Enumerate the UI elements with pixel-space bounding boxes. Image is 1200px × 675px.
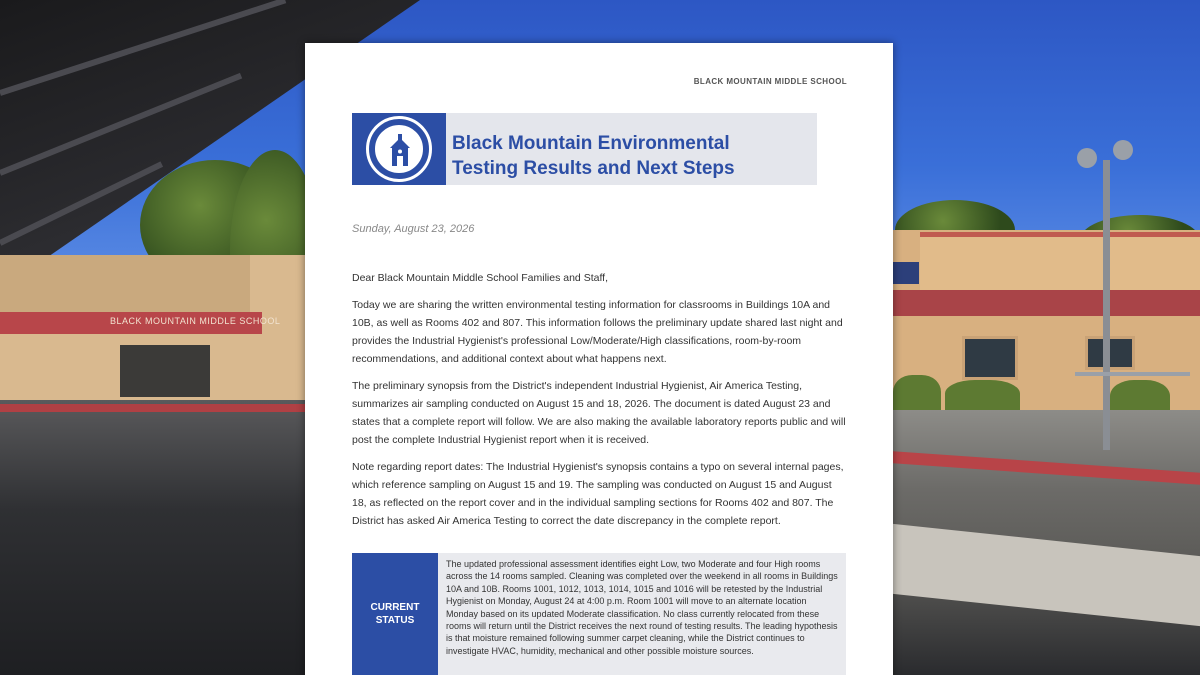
status-label-box [352, 553, 438, 675]
seal-inner [375, 125, 423, 173]
left-curb [0, 404, 310, 412]
shrub [945, 380, 1020, 414]
right-building-band [893, 290, 1200, 316]
greeting: Dear Black Mountain Middle School Families and Staff, [352, 272, 609, 284]
lamp-post [1103, 160, 1110, 450]
document-body [352, 269, 848, 539]
paragraph: Today we are sharing the written environmental testing information for classrooms in Buildings 10A and 10B, as well as Rooms 402 and 807. This information follows the preliminary update shared last night and provides the Industrial Hygienist's professional Low/Moderate/High classifications, room-by-room recommendations, and additional context about what happens next. [352, 299, 843, 365]
document-header-school: BLACK MOUNTAIN MIDDLE SCHOOL [693, 77, 847, 86]
lamp-head [1077, 148, 1097, 168]
right-building-upper [920, 232, 1200, 294]
left-building-entrance [120, 345, 210, 397]
title-line-2: Testing Results and Next Steps [452, 158, 735, 179]
paragraph: Note regarding report dates: The Industrial Hygienist's synopsis contains a typo on several internal pages, which reference sampling on August 15 and 19. The sampling was conducted on August 15 and August 18, as reflected on the report cover and in the individual sampling sections for Rooms 402 and 807. The District has asked Air America Testing to correct the date discrepancy in the complete report. [352, 461, 844, 527]
left-building-sign: BLACK MOUNTAIN MIDDLE SCHOOL [110, 316, 281, 326]
lamp-head [1113, 140, 1133, 160]
status-label: CURRENT STATUS [370, 602, 420, 626]
left-building-roof [0, 255, 250, 315]
current-status-box [352, 553, 846, 675]
title-line-1: Black Mountain Environmental [452, 133, 730, 154]
right-building-window [1085, 336, 1135, 370]
schoolhouse-icon [388, 132, 412, 168]
paragraph: The preliminary synopsis from the District's independent Industrial Hygienist, Air America Testing, summarizes air sampling conducted on August 15 and 18, 2026. The document is dated August 23 and states that a complete report will follow. We are also making the available laboratory reports public and will post the complete Industrial Hygienist report when it is received. [352, 380, 846, 446]
document-page [305, 43, 893, 675]
document-date: Sunday, August 23, 2026 [352, 223, 475, 235]
right-building-sign [893, 262, 919, 284]
title-banner [352, 113, 817, 185]
right-building-window [962, 336, 1018, 380]
logo-box [352, 113, 446, 185]
school-seal-icon [366, 116, 432, 182]
status-text: The updated professional assessment identifies eight Low, two Moderate and four High rooms across the 14 rooms sampled. Cleaning was completed over the weekend in all rooms in Buildings 10A and 10B. Rooms 1001, 1012, 1013, 1014, 1015 and 1016 will be retested by the Industrial Hygienist on Monday, August 24 at 4:00 p.m. Room 1001 will move to an alternate location Monday based on its updated Moderate classification. No class currently relocated from these rooms will return until the District receives the next round of testing results. The leading hypothesis is that moisture remained following summer carpet cleaning, while the District continues to investigate HVAC, humidity, mechanical and other possible moisture sources. [446, 559, 838, 656]
document-title [452, 131, 812, 181]
handrail [1075, 372, 1190, 376]
left-parking-lot [0, 400, 310, 675]
